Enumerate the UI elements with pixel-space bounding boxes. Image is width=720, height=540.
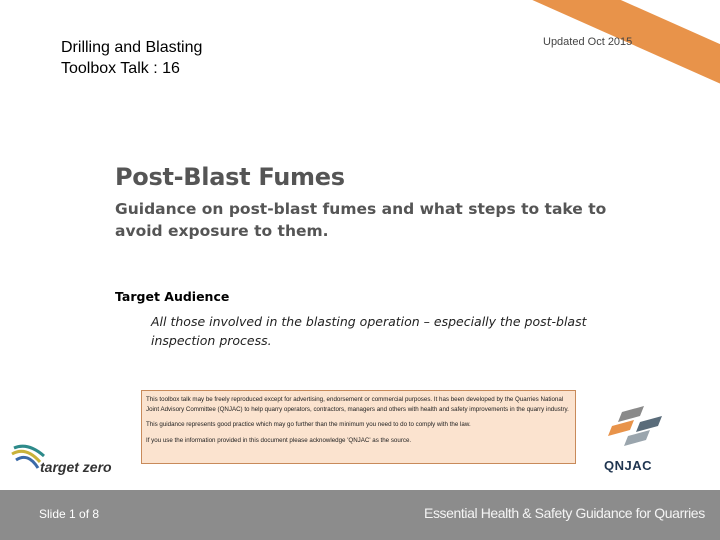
copyright-notice-box: [141, 390, 576, 464]
slide-number: Slide 1 of 8: [39, 507, 100, 521]
header-title-line1: Drilling and Blasting: [61, 39, 203, 56]
header-title-line2: Toolbox Talk : 16: [61, 60, 180, 77]
footer-tagline: Essential Health & Safety Guidance for Quarries: [424, 505, 705, 521]
audience-text: All those involved in the blasting operation – especially the post-blast inspection process.: [151, 314, 587, 348]
corner-accent-stripe: [525, 0, 720, 103]
qnjac-logo-text: QNJAC: [604, 458, 653, 473]
audience-label: Target Audience: [115, 289, 230, 304]
notice-paragraph-2: This guidance represents good practice which may go further than the minimum you need to do to comply with the law.: [146, 421, 471, 428]
header-title: [61, 37, 202, 79]
target-zero-logo-text: target zero: [40, 459, 112, 475]
updated-date: Updated Oct 2015: [543, 36, 633, 48]
notice-paragraph-1: This toolbox talk may be freely reproduced except for advertising, endorsement or commercial purposes. It has been developed by the Quarries National Joint Advisory Committee (QNJAC) to help quarry operators, contractors, managers and others with health and safety improvements in the quarry industry.: [146, 396, 569, 413]
page-title: Post-Blast Fumes: [115, 163, 345, 191]
notice-paragraph-3: If you use the information provided in this document please acknowledge 'QNJAC' as the source.: [146, 436, 412, 444]
page-subtitle: Guidance on post-blast fumes and what steps to take to avoid exposure to them.: [115, 200, 607, 240]
